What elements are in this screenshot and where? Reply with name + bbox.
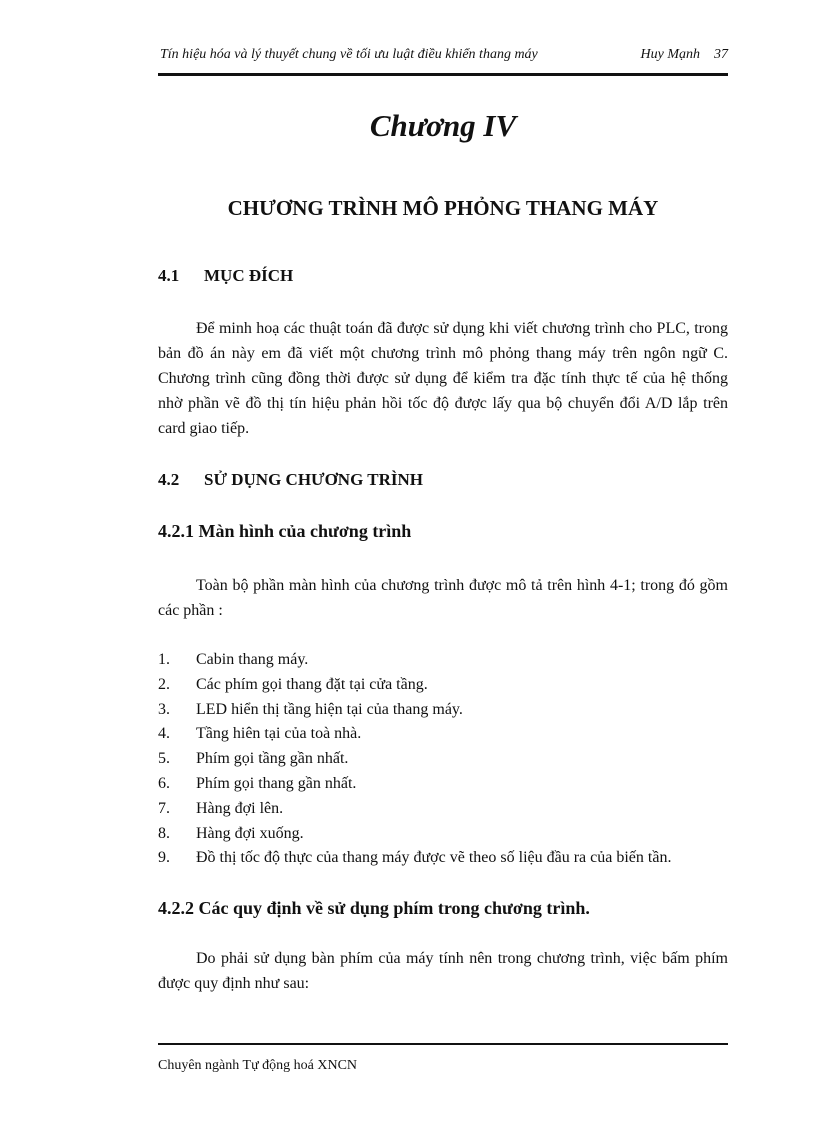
list-item: 3. LED hiển thị tầng hiện tại của thang máy. [158, 700, 463, 718]
paragraph-key-rules: Do phải sử dụng bàn phím của máy tính nên trong chương trình, việc bấm phím được quy định như sau: [158, 950, 728, 992]
list-item: 6. Phím gọi thang gần nhất. [158, 774, 357, 792]
screen-parts-list [158, 648, 728, 871]
section-heading-4-2 [158, 470, 423, 490]
author-name: Huy Mạnh [640, 47, 700, 62]
subsection-heading-4-2-1: 4.2.1 Màn hình của chương trình [158, 521, 412, 541]
chapter-label: Chương IV [369, 108, 517, 143]
section-title: SỬ DỤNG CHƯƠNG TRÌNH [204, 470, 423, 489]
paragraph-screen-intro: Toàn bộ phần màn hình của chương trình được mô tả trên hình 4-1; trong đó gồm các phần : [158, 577, 728, 619]
list-item: 9. Đồ thị tốc độ thực của thang máy được vẽ theo số liệu đầu ra của biến tần. [158, 849, 672, 867]
section-number: 4.1 [158, 266, 180, 285]
subsection-heading-4-2-2: 4.2.2 Các quy định về sử dụng phím trong chương trình. [158, 898, 590, 918]
section-heading-4-1 [158, 266, 293, 286]
list-item: 8. Hàng đợi xuống. [158, 824, 304, 842]
header-author-page [641, 47, 729, 63]
page-header [160, 47, 728, 69]
list-item: 4. Tầng hiên tại của toà nhà. [158, 725, 362, 743]
list-item: 1. Cabin thang máy. [158, 651, 309, 668]
paragraph-purpose: Để minh hoạ các thuật toán đã được sử dụng khi viết chương trình cho PLC, trong bản đồ án này em đã viết một chương trình mô phỏng thang máy trên ngôn ngữ C. Chương trình cũng đồng thời được sử dụng để kiểm tra đặc tính thực tế của hệ thống nhờ phần vẽ đồ thị tín hiệu phản hồi tốc độ được lấy qua bộ chuyển đổi A/D lắp trên card giao tiếp. [158, 320, 728, 437]
footer-rule [158, 1043, 728, 1045]
running-title: Tín hiệu hóa và lý thuyết chung về tối ưu luật điều khiển thang máy [160, 47, 538, 62]
list-item: 5. Phím gọi tầng gần nhất. [158, 750, 349, 768]
footer-text: Chuyên ngành Tự động hoá XNCN [158, 1058, 358, 1073]
page-number: 37 [714, 47, 728, 62]
list-item: 2. Các phím gọi thang đặt tại cửa tầng. [158, 675, 428, 693]
section-number: 4.2 [158, 470, 180, 489]
section-title: MỤC ĐÍCH [204, 266, 294, 285]
chapter-title: CHƯƠNG TRÌNH MÔ PHỎNG THANG MÁY [227, 196, 659, 220]
header-rule [158, 73, 728, 76]
list-item: 7. Hàng đợi lên. [158, 799, 284, 817]
